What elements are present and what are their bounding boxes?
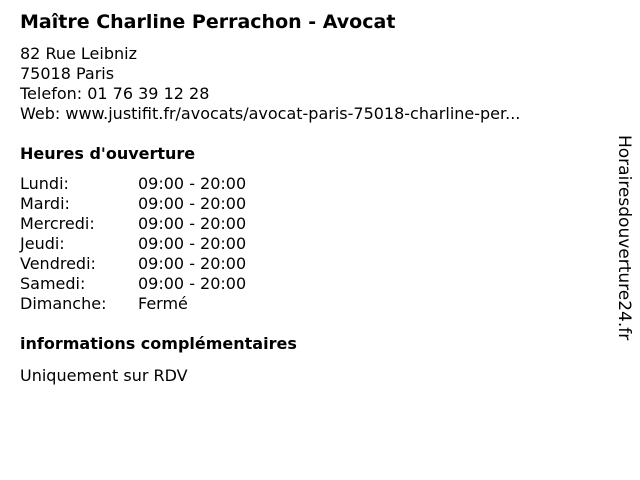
business-title: Maître Charline Perrachon - Avocat <box>20 11 396 33</box>
day-label: Dimanche: <box>20 294 107 313</box>
city-postcode: 75018 Paris <box>20 64 115 83</box>
site-watermark: Horairesdouverture24.fr <box>614 135 634 341</box>
hours-row-wednesday <box>20 214 246 234</box>
day-label: Vendredi: <box>20 254 96 273</box>
time-value: 09:00 - 20:00 <box>138 254 247 273</box>
day-label: Samedi: <box>20 274 86 293</box>
hours-row-saturday <box>20 274 246 294</box>
hours-row-tuesday <box>20 194 246 214</box>
day-label: Mardi: <box>20 194 70 213</box>
hours-row-thursday <box>20 234 246 254</box>
hours-row-friday <box>20 254 246 274</box>
street-address: 82 Rue Leibniz <box>20 44 137 63</box>
time-value: 09:00 - 20:00 <box>138 234 247 253</box>
website-link[interactable]: Web: www.justifit.fr/avocats/avocat-paris-75018-charline-per... <box>20 104 521 123</box>
time-value: 09:00 - 20:00 <box>138 274 247 293</box>
time-value: 09:00 - 20:00 <box>138 214 247 233</box>
additional-info-heading: informations complémentaires <box>20 334 297 353</box>
address-block <box>20 44 520 124</box>
day-label: Jeudi: <box>20 234 65 253</box>
time-value: 09:00 - 20:00 <box>138 194 247 213</box>
time-value: 09:00 - 20:00 <box>138 174 247 193</box>
hours-row-sunday <box>20 294 246 314</box>
time-value: Fermé <box>138 294 188 313</box>
phone-number: Telefon: 01 76 39 12 28 <box>20 84 210 103</box>
opening-hours-table <box>20 174 246 314</box>
day-label: Lundi: <box>20 174 69 193</box>
additional-info-text: Uniquement sur RDV <box>20 366 188 385</box>
day-label: Mercredi: <box>20 214 95 233</box>
opening-hours-heading: Heures d'ouverture <box>20 144 196 163</box>
hours-row-monday <box>20 174 246 194</box>
